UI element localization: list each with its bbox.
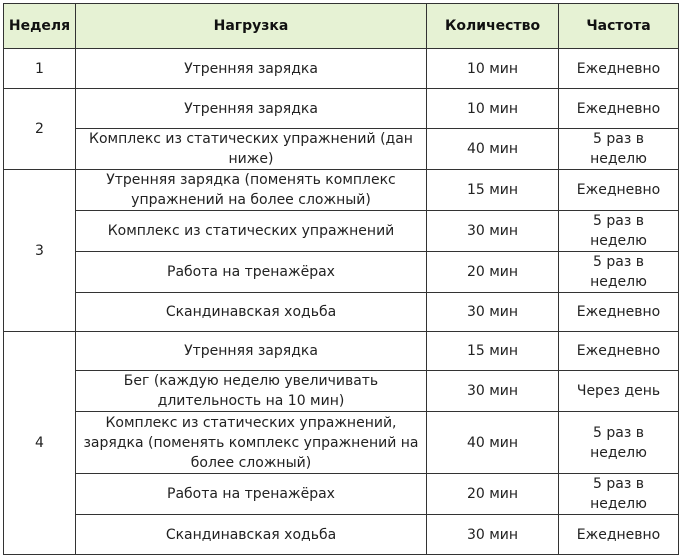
amount-cell: 40 мин: [427, 412, 559, 474]
frequency-cell: 5 раз в неделю: [559, 211, 679, 252]
table-row: [4, 89, 679, 129]
frequency-cell: 5 раз в неделю: [559, 474, 679, 515]
frequency-cell: 5 раз в неделю: [559, 129, 679, 170]
header-load: Нагрузка: [76, 4, 427, 49]
table-row: [4, 293, 679, 332]
table-row: [4, 211, 679, 252]
amount-cell: 20 мин: [427, 252, 559, 293]
week-number: 3: [4, 170, 76, 332]
frequency-cell: 5 раз в неделю: [559, 412, 679, 474]
load-cell: Скандинавская ходьба: [76, 515, 427, 555]
frequency-cell: Ежедневно: [559, 515, 679, 555]
table-row: [4, 170, 679, 211]
frequency-cell: Ежедневно: [559, 89, 679, 129]
header-week: Неделя: [4, 4, 76, 49]
header-amount: Количество: [427, 4, 559, 49]
table-row: [4, 252, 679, 293]
week-number: 4: [4, 332, 76, 555]
amount-cell: 10 мин: [427, 89, 559, 129]
load-cell: Работа на тренажёрах: [76, 474, 427, 515]
load-cell: Комплекс из статических упражнений (дан ниже): [76, 129, 427, 170]
table-row: [4, 332, 679, 371]
load-cell: Утренняя зарядка: [76, 49, 427, 89]
load-cell: Работа на тренажёрах: [76, 252, 427, 293]
week-number: 2: [4, 89, 76, 170]
frequency-cell: Ежедневно: [559, 332, 679, 371]
amount-cell: 40 мин: [427, 129, 559, 170]
amount-cell: 20 мин: [427, 474, 559, 515]
amount-cell: 30 мин: [427, 515, 559, 555]
amount-cell: 15 мин: [427, 170, 559, 211]
frequency-cell: Через день: [559, 371, 679, 412]
load-cell: Утренняя зарядка (поменять комплекс упражнений на более сложный): [76, 170, 427, 211]
table-row: [4, 412, 679, 474]
frequency-cell: Ежедневно: [559, 170, 679, 211]
frequency-cell: Ежедневно: [559, 293, 679, 332]
header-frequency: Частота: [559, 4, 679, 49]
load-cell: Скандинавская ходьба: [76, 293, 427, 332]
training-schedule-table: [3, 3, 679, 555]
load-cell: Утренняя зарядка: [76, 89, 427, 129]
header-row: [4, 4, 679, 49]
table-row: [4, 515, 679, 555]
amount-cell: 15 мин: [427, 332, 559, 371]
load-cell: Комплекс из статических упражнений, зарядка (поменять комплекс упражнений на более сложный): [76, 412, 427, 474]
amount-cell: 30 мин: [427, 293, 559, 332]
week-number: 1: [4, 49, 76, 89]
table-row: [4, 371, 679, 412]
amount-cell: 10 мин: [427, 49, 559, 89]
table-row: [4, 49, 679, 89]
frequency-cell: 5 раз в неделю: [559, 252, 679, 293]
table-row: [4, 129, 679, 170]
table-row: [4, 474, 679, 515]
frequency-cell: Ежедневно: [559, 49, 679, 89]
load-cell: Утренняя зарядка: [76, 332, 427, 371]
load-cell: Бег (каждую неделю увеличивать длительность на 10 мин): [76, 371, 427, 412]
load-cell: Комплекс из статических упражнений: [76, 211, 427, 252]
amount-cell: 30 мин: [427, 211, 559, 252]
amount-cell: 30 мин: [427, 371, 559, 412]
